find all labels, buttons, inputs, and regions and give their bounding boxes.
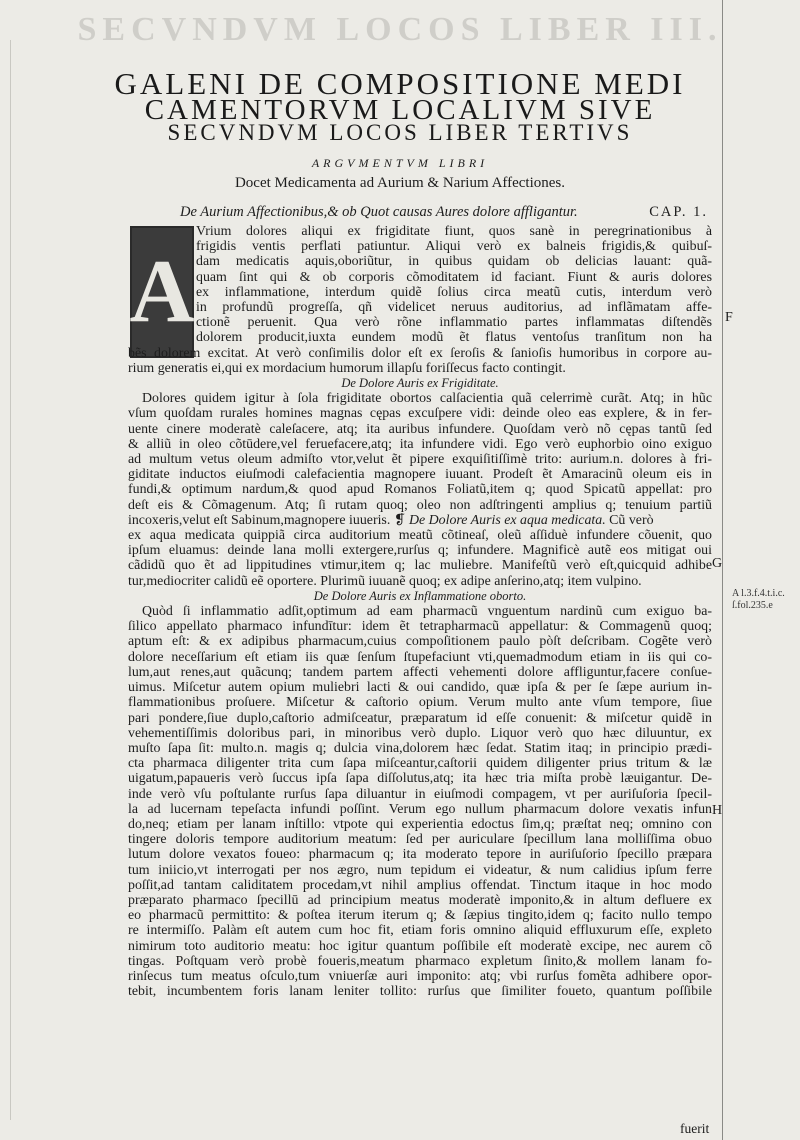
margin-letter-f: F (725, 310, 733, 325)
text-line: bẽs dolorem excitat. At verò conſimilis dolor eſt ex ſeroſis & ſanioſis humoribus in corpore au- (128, 345, 712, 361)
text-line: vſum quoſdam rurales homines magnas cępas excuſpere vidi: deinde oleo eas explere, & in fer- (128, 406, 712, 422)
text-line: Vrium dolores aliqui ex frigiditate fiunt, quos sanè in peregrinationibus à (196, 224, 712, 239)
pilcrow-icon: ❡ (393, 512, 406, 528)
title-line-1: GALENI DE COMPOSITIONE MEDI (114, 66, 686, 101)
text-line: aptum eſt: & ex adipibus pharmacum,cuius compoſitionem paulo pòſt deſcribam. Cogẽte verò (128, 634, 712, 650)
text-line: ipſum eluamus: deinde lana molli extergere,rurſus q; infundere. Magnificè autẽ eos mitigat oui (128, 543, 712, 559)
text-line: poſſit,ad tantam caliditatem procedam,vt nihil amplius offendat. Tinctum itaque in hoc modo (128, 877, 712, 893)
text-line: deſt eis & Cõmagenum. Atq; ſi rutam quoq; oleo non adſtringenti amplius q; tenuium partiũ (128, 497, 712, 513)
text-line: vehementiſſimis doloribus pari, in minoribus verò duplo. Liquor verò quo hæc diluuntur, ex (128, 725, 712, 741)
text-line: ex inflammatione, interdum quidẽ ſolius circa meatũ cutis, interdum verò (196, 284, 712, 300)
argument-heading: ARGVMENTVM LIBRI (311, 156, 489, 170)
text-line: præparato pharmaco ſpecillū ad principium meatus moderatè imponito,& in altum defluere ex (128, 892, 712, 908)
text-line: re intermiſſo. Palàm eſt autem cum hoc fit, etiam foris omnino aliquid effluxurum eſſe, expleto (128, 923, 712, 939)
subheading-frigiditate: De Dolore Auris ex Frigiditate. (341, 376, 499, 391)
inline-subheading-aqua: De Dolore Auris ex aqua medicata. (408, 512, 606, 528)
text-line: rium generatis ei,qui ex mordacium humorum illapſu foriſſecus facto contingit. (128, 360, 566, 376)
text-line: Dolores quidem igitur à ſola frigiditate obortos calſacientia quã celerrimè curãt. Atq; in hũc (142, 391, 712, 407)
text-line: uente cinere moderatè caleſacere, atq; ita auribus infundere. Quoſdam verò nõ cępas tantũ ſed (128, 421, 712, 437)
text-line: do,neq; etiam per lanam inſtillo: vtpote qui experientia edoctus ſim,q; præſtat neq; omnino con (128, 816, 712, 832)
margin-reference-line: ſ.fol.235.e (732, 600, 773, 611)
text-line: dolorem producit,iuxta eundem modũ ẽt flatus ventoſus tranſitum non ha (196, 330, 712, 346)
text-line: nimirum toto auditorio meatu: hoc igitur quantum poſſibile eſt moderatè excipe, nec aurem cõ (128, 938, 712, 954)
text-line-with-inline-heading (128, 513, 712, 528)
text-line: ex aqua medicata quippiã circa auditorium meatũ cõtineaſ, oleũ aſſiduè infundere cõuenit, quo (128, 528, 712, 544)
text-line: la ad lucernam tepeſacta infundi poſſint. Verum ego nullum pharmacum dolore vexatis infun (128, 801, 712, 817)
text-fragment: Cũ verò (609, 512, 654, 528)
catchword: fuerit (680, 1121, 710, 1136)
margin-letter-h: H (712, 803, 723, 818)
text-line: tingas. Poſtquam verò probè foueris,meatum pharmaco expletum ſinito,& mollem lanam fo- (128, 953, 712, 969)
text-line: cta pharmaca diligenter trita cum ſapa miſceantur,caſtorii quidem diligenter prius tritum & læ (128, 756, 712, 772)
show-through-text: SECVNDVM LOCOS LIBER III. (77, 11, 723, 48)
text-line: tingere doloris tempore auditorium meatum: ſed per auriculare ſpecillum lana molliſſima obuo (128, 832, 712, 848)
text-line: muſto ſapa ſit: multo.n. magis q; dulcia vina,dolorem hæc ſedat. Statim itaq; in principio prædi- (128, 740, 712, 756)
body-text (128, 224, 712, 999)
text-line: dolore neceſſarium eſt etiam iis quæ ſenſum ſtupefaciunt vti,quemadmodum etiam in iis qui co- (128, 649, 712, 665)
text-line: frigidis ventis perflati patiuntur. Aliqui verò ex balneis frigidis,& quibuſ- (196, 239, 712, 255)
text-line: uigatum,papaueris verò ſuccus ipſa ſapa diſſolutus,atq; ita hæc tria miſta probè læuigantur. De- (128, 771, 712, 787)
text-line: quam ſint qui & ob corporis cõmoditatem id faciant. Fiunt & auris dolores (196, 269, 712, 285)
title-line-3: SECVNDVM LOCOS LIBER TERTIVS (167, 120, 633, 145)
text-line: lutum dolore vexatos foueo: pharmacum q; ita moderato tepore in auriſuſorio ſpecillo præpara (128, 847, 712, 863)
chapter-heading (180, 203, 720, 221)
text-line: lum,aut renes,aut quãcunq; tandem partem affecti vehementi dolore affliguntur,facere conſue- (128, 664, 712, 680)
text-line: fundi,& optimum nardum,& quod apud Romanos Foliatũ,item q; quod Spicatũ appellat: pro (128, 482, 712, 498)
text-line: inde verò vſu poſtulante rurſus ſapa diluantur in eiuſmodi compagem, vt per auriſuſoria ſpecil- (128, 786, 712, 802)
text-line: rinſecus tum meatus oſculo,tum vniuerſæ auri imponito: atq; vbi rurſus fomẽta adhibere opor- (128, 968, 712, 984)
text-line: flammationibus proſuere. Miſcetur & caſtorio opium. Verum multo ante vſum tempore, ſiue (128, 695, 712, 711)
text-line: & alliũ in oleo cõtūdere,vel feruefacere,atq; ita infundere vidi. Ego verò euphorbio oino exiguo (128, 436, 712, 452)
text-line: dam medicatis aquis,oboriũtur, in quibus quidam ob delicias lauant: quã- (196, 254, 712, 270)
chapter-title: De Aurium Affectionibus,& ob Quot causas Aures dolore affligantur. (180, 204, 578, 220)
text-line: cãdidũ quo ẽt ad lippitudines vtimur,item q; lac muliebre. Manifeſtũ verò eſt,quicquid adhibe (128, 558, 712, 574)
text-line: tum iniicio,vt interrogati per nos ægro, num tepidum ei videatur, & num calidius ipſum ferre (128, 862, 712, 878)
text-line: eo pharmacũ permittito: & poſtea iterum iterum q; & ſæpius tingito,idem q; facito nullo tempo (128, 908, 712, 924)
text-line: giditate inductos eiuſmodi calefacientia magnopere iuuant. Prodeſt ẽt Amaracinũ oleum eis in (128, 467, 712, 483)
title-line-2: CAMENTORVM LOCALIVM SIVE (144, 94, 656, 126)
argument-summary: Docet Medicamenta ad Aurium & Narium Affectiones. (234, 175, 566, 191)
text-line: ſilico appellato pharmaco infundītur: idem ẽt tetrapharmacũ appellatur: & Commagenũ quoq; (128, 619, 712, 635)
text-line: ad multum vetus oleum admiſto vtor,velut ẽt pipere exquiſitiſſimè trito: aurium.n. dolores à fri- (128, 452, 712, 468)
text-line: ctionẽ peruenit. Qua verò rõne inflammatio partes inflammatas diſtendẽs (196, 315, 712, 331)
text-line: Quòd ſi inflammatio adſit,optimum ad eam pharmacũ vnguentum nardinũ cum exiguo ba- (142, 604, 712, 620)
text-line: pari pondere,ſiue duplo,caſtorio admiſceatur, præparatum id eſſe conuenit: & miſcetur quidẽ in (128, 710, 712, 726)
text-line: tebit, incumbentem foris lanam leniter tollito: rurſus que ſimiliter foueto, quantum poſſibile (128, 984, 712, 1000)
margin-letter-g: G (712, 556, 723, 571)
initial-letter: A (129, 242, 195, 341)
margin-reference (732, 588, 785, 612)
chapter-number: CAP. 1. (649, 204, 708, 220)
subheading-inflammatione: De Dolore Auris ex Inflammatione oborto. (313, 588, 527, 603)
margin-rule (722, 0, 723, 1140)
page-edge (10, 40, 11, 1120)
margin-reference-line: A l.3.f.4.t.i.c. (732, 588, 785, 599)
text-line: uimus. Miſcetur autem opium muliebri lacti & oui candido, quæ ipſa & per ſe ſæpe aurium in- (128, 680, 712, 696)
text-line: in profundũ progreſſa, qñ videlicet neruus auditorius, ad inflãmatam affe- (196, 300, 712, 316)
text-line: tur,mediocriter calidũ eẽ oportere. Plurimũ iuuanẽ quoq; ex adipe anſerino,atq; item vulpino. (128, 573, 642, 589)
text-fragment: incoxeris,velut eſt Sabinum,magnopere iuueris. (128, 512, 391, 528)
